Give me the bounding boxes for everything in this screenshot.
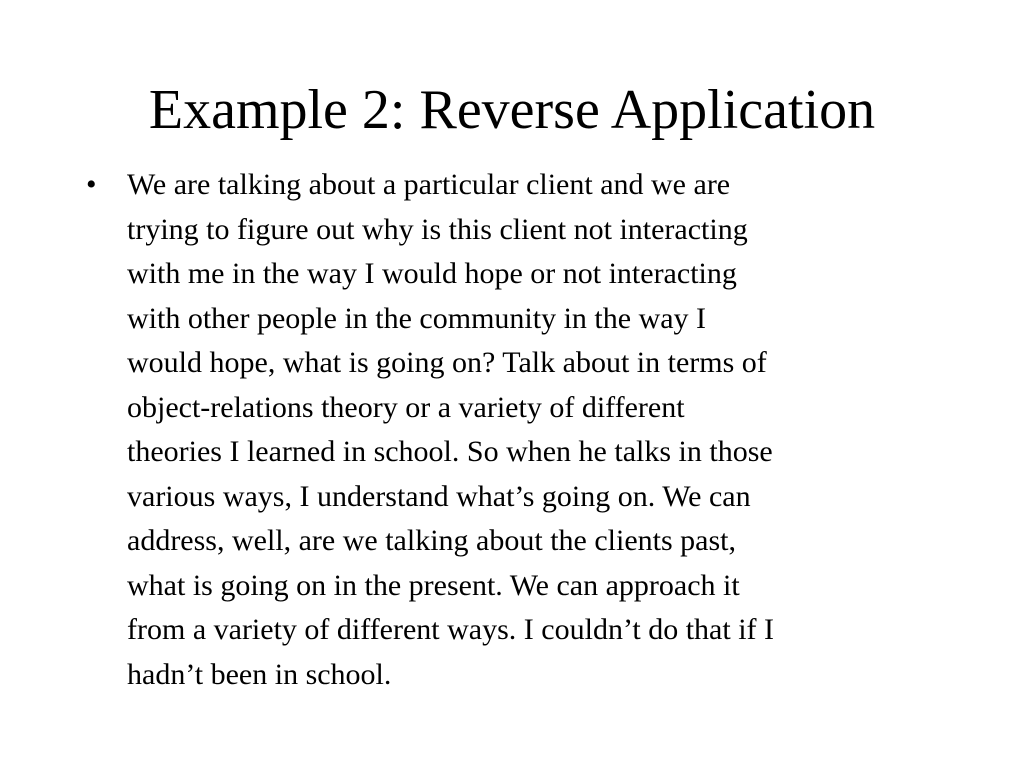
bullet-list (86, 163, 946, 697)
bullet-text-line: various ways, I understand what’s going on. We can (127, 479, 751, 513)
bullet-text-line: would hope, what is going on? Talk about in terms of (127, 346, 767, 379)
bullet-text-line: trying to figure out why is this client not interacting (127, 212, 748, 246)
bullet-item (86, 163, 946, 697)
bullet-text-line: theories I learned in school. So when he talks in those (127, 435, 773, 468)
slide-title: Example 2: Reverse Application (148, 79, 876, 141)
bullet-text-line: hadn’t been in school. (127, 657, 392, 691)
bullet-text-line: with me in the way I would hope or not interacting (127, 257, 737, 290)
bullet-text-line: object-relations theory or a variety of different (127, 390, 685, 424)
bullet-text-line: address, well, are we talking about the clients past, (127, 524, 736, 557)
bullet-text-line: what is going on in the present. We can approach it (127, 568, 740, 602)
bullet-text-line: from a variety of different ways. I couldn’t do that if I (127, 613, 775, 646)
bullet-text-line: We are talking about a particular client and we are (127, 168, 731, 201)
bullet-marker: • (86, 168, 97, 201)
bullet-text-line: with other people in the community in the way I (127, 301, 707, 335)
